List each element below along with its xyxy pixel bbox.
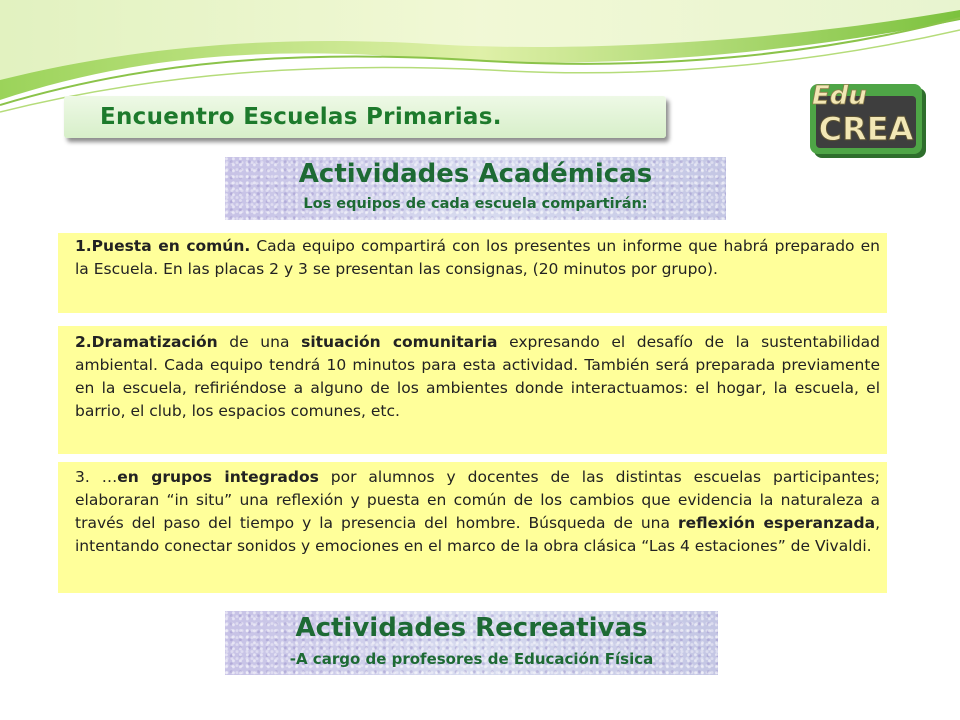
page-title: Encuentro Escuelas Primarias. <box>100 104 502 130</box>
activity-3-lead: en grupos integrados <box>117 468 319 486</box>
activity-2-lead: 2.Dramatización <box>75 333 218 351</box>
academic-section-title: Actividades Académicas <box>298 159 653 189</box>
svg-text:CREA: CREA <box>818 110 914 148</box>
svg-text:Edu: Edu <box>812 81 867 111</box>
activity-3-bold-phrase: reflexión esperanzada <box>677 514 876 532</box>
recreational-section-title: Actividades Recreativas <box>295 613 648 643</box>
activity-text-2: 2.Dramatización de una situación comunitaria expresando el desafío de la sustentabilidad ambiental. Cada equipo tendrá 10 minutos para esta actividad. También será preparada previamente en la escuela, refiriéndose a alguno de los ambientes donde interactuamos: el hogar, la escuela, el barrio, el club, los espacios comunes, etc. <box>75 333 880 420</box>
activity-1-lead: 1.Puesta en común. <box>75 237 251 255</box>
activity-text-3: 3. …en grupos integrados por alumnos y docentes de las distintas escuelas participantes; elaboraran “in situ” una reflexión y puesta en común de los cambios que evidencia la naturaleza a través del paso del tiempo y la presencia del hombre. Búsqueda de una reflexión esperanzada, intentando conectar sonidos y emociones en el marco de la obra clásica “Las 4 estaciones” de Vivaldi. <box>75 468 880 555</box>
activity-1-body: Cada equipo compartirá con los presentes un informe que habrá preparado en la Escuela. En las placas 2 y 3 se presentan las consignas, (20 minutos por grupo). <box>75 237 880 278</box>
educrea-logo <box>800 76 930 162</box>
activity-2-bold-phrase: situación comunitaria <box>301 333 498 351</box>
activity-text-1 <box>75 235 880 281</box>
recreational-section-subtitle: -A cargo de profesores de Educación Física <box>289 650 654 668</box>
academic-section-subtitle: Los equipos de cada escuela compartirán: <box>303 196 648 212</box>
